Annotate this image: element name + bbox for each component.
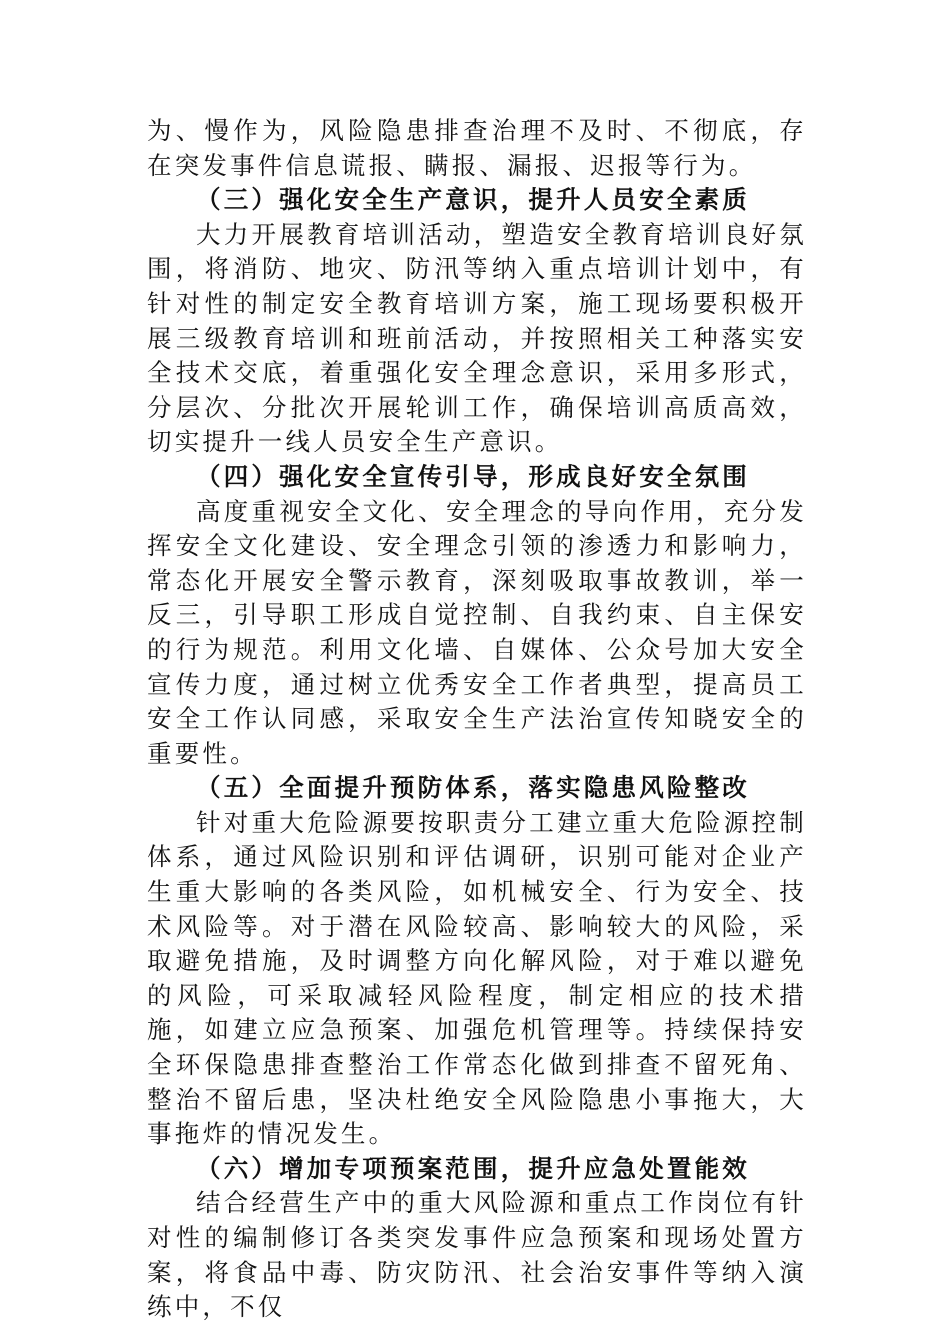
section-heading-5: （五）全面提升预防体系，落实隐患风险整改: [196, 773, 750, 803]
paragraph-prevention: 针对重大危险源要按职责分工建立重大危险源控制体系，通过风险识别和评估调研，识别可能对企业产生重大影响的各类风险，如机械安全、行为安全、技术风险等。对于潜在风险较高、影响较大的风险，采取避免措施，及时调整方向化解风险，对于难以避免的风险，可采取减轻风险程度，制定相应的技术措施，如建立应急预案、加强危机管理等。持续保持安全环保隐患排查整治工作常态化做到排查不留死角、整治不留后患，坚决杜绝安全风险隐患小事拖大，大事拖炸的情况发生。: [147, 807, 807, 1149]
paragraph-continued: 为、慢作为，风险隐患排查治理不及时、不彻底，存在突发事件信息谎报、瞒报、漏报、迟报等行为。: [147, 116, 807, 180]
paragraph-emergency-plan: 结合经营生产中的重大风险源和重点工作岗位有针对性的编制修订各类突发事件应急预案和现场处置方案，将食品中毒、防灾防汛、社会治安事件等纳入演练中，不仅: [147, 1188, 807, 1322]
section-heading-6: （六）增加专项预案范围，提升应急处置能效: [196, 1153, 750, 1183]
section-heading-3: （三）强化安全生产意识，提升人员安全素质: [196, 185, 750, 215]
section-heading-4: （四）强化安全宣传引导，形成良好安全氛围: [196, 461, 750, 491]
paragraph-training: 大力开展教育培训活动，塑造安全教育培训良好氛围，将消防、地灾、防汛等纳入重点培训计划中，有针对性的制定安全教育培训方案，施工现场要积极开展三级教育培训和班前活动，并按照相关工种落实安全技术交底，着重强化安全理念意识，采用多形式，分层次、分批次开展轮训工作，确保培训高质高效，切实提升一线人员安全生产意识。: [147, 219, 807, 457]
document-body: [147, 114, 807, 1325]
paragraph-publicity: 高度重视安全文化、安全理念的导向作用，充分发挥安全文化建设、安全理念引领的渗透力和影响力，常态化开展安全警示教育，深刻吸取事故教训，举一反三，引导职工形成自觉控制、自我约束、自主保安的行为规范。利用文化墙、自媒体、公众号加大安全宣传力度，通过树立优秀安全工作者典型，提高员工安全工作认同感，采取安全生产法治宣传知晓安全的重要性。: [147, 496, 807, 768]
